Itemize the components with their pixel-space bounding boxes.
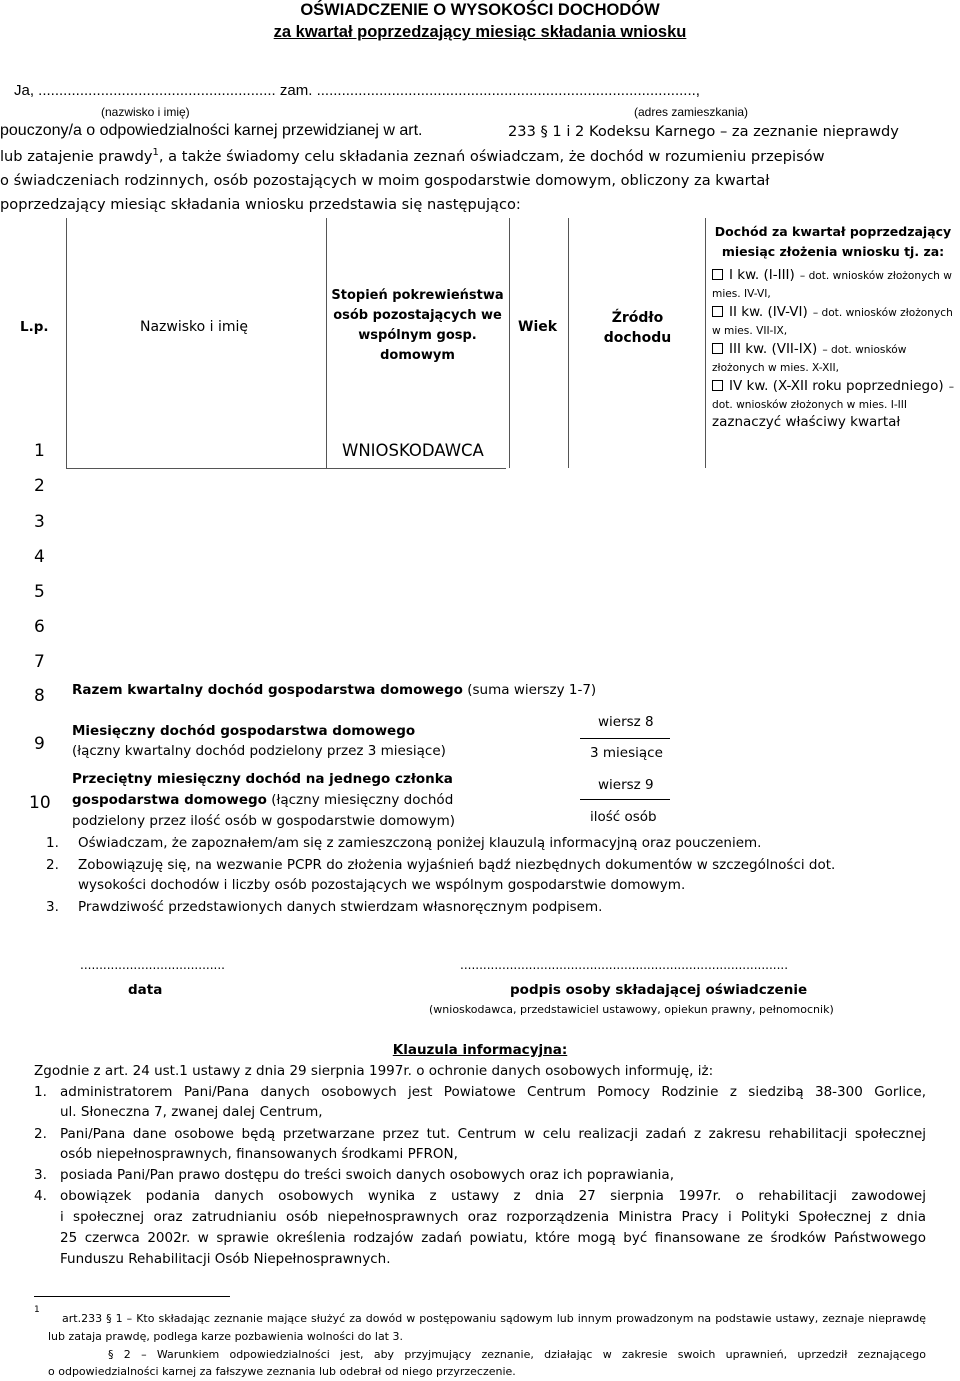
statement-2-num: 2.	[46, 857, 59, 873]
clause-item-2-num: 2.	[34, 1126, 47, 1142]
quarter-option-4[interactable]: IV kw. (X-XII roku poprzedniego) – dot. wniosków złożonych w mies. I-III	[712, 378, 955, 411]
document-title: OŚWIADCZENIE O WYSOKOŚCI DOCHODÓW	[300, 1, 660, 19]
header-source: Źródło dochodu	[603, 310, 672, 346]
statement-3: Prawdziwość przedstawionych danych stwierdzam własnoręcznym podpisem.	[78, 899, 603, 915]
checkbox-icon[interactable]	[712, 306, 723, 317]
header-lp: L.p.	[20, 319, 49, 335]
signature-field[interactable]: ......................................................................................	[460, 958, 789, 972]
clause-item-2-line-2: osób niepełnosprawnych, finansowanych środkami PFRON,	[60, 1146, 458, 1162]
header-age: Wiek	[518, 319, 558, 335]
row8-text: Razem kwartalny dochód gospodarstwa domowego (suma wierszy 1-7)	[72, 682, 597, 698]
quarter-footer: zaznaczyć właściwy kwartał	[712, 414, 901, 430]
clause-item-4-line-3: 25 czerwca 2002r. w sprawie określenia rodzajów zadań powiatu, które mogą być finansowane ze środków Państwowego	[60, 1230, 926, 1246]
footnote-mark: 1	[34, 1305, 40, 1315]
clause-item-3-num: 3.	[34, 1167, 47, 1183]
statement-1: Oświadczam, że zapoznałem/am się z zamieszczoną poniżej klauzulą informacyjną oraz pouczeniem.	[78, 835, 762, 851]
row10-denominator: ilość osób	[590, 809, 657, 825]
intro-line-3: o świadczeniach rodzinnych, osób pozostających w moim gospodarstwie domowym, obliczony za kwartał	[0, 172, 770, 189]
row9-denominator: 3 miesiące	[590, 745, 663, 761]
col-divider-1	[66, 218, 67, 468]
checkbox-icon[interactable]	[712, 380, 723, 391]
quarter-option-2[interactable]: II kw. (IV-VI) – dot. wniosków złożonych w mies. VII-IX,	[712, 304, 953, 337]
clause-title: Klauzula informacyjna:	[392, 1042, 568, 1058]
clause-item-4-line-4: Funduszu Rehabilitacji Osób Niepełnosprawnych.	[60, 1251, 391, 1267]
row9-text-1: Miesięczny dochód gospodarstwa domowego	[72, 723, 416, 739]
row-number-8: 8	[34, 686, 45, 706]
row-rule-1	[66, 468, 506, 469]
row-number-1: 1	[34, 441, 45, 461]
name-hint: (nazwisko i imię)	[101, 105, 190, 119]
col-divider-5	[705, 218, 706, 468]
row10-text-3: podzielony przez ilość osób w gospodarstwie domowym)	[72, 813, 456, 829]
footnote-line-1: art.233 § 1 – Kto składając zeznanie mające służyć za dowód w postępowaniu sądowym lub innym prowadzonym na podstawie ustawy, zeznaje nieprawdę	[62, 1312, 926, 1325]
row-number-4: 4	[34, 547, 45, 567]
checkbox-icon[interactable]	[712, 343, 723, 354]
date-field[interactable]: ......................................	[80, 958, 225, 972]
row-number-6: 6	[34, 617, 45, 637]
clause-item-4-line-1: obowiązek podania danych osobowych wynika z ustawy z dnia 27 sierpnia 1997r. o rehabilitacji zawodowej	[60, 1188, 926, 1204]
row-number-2: 2	[34, 476, 45, 496]
statement-2-cont: wysokości dochodów i liczby osób pozostających we wspólnym gospodarstwie domowym.	[78, 877, 686, 893]
clause-item-2-line-1: Pani/Pana dane osobowe będą przetwarzane przez tut. Centrum w celu realizacji zadań z zakresu rehabilitacji społecznej	[60, 1126, 926, 1142]
footnote-line-3: § 2 – Warunkiem odpowiedzialności jest, aby przyjmujący zeznanie, działając w zakresie swoich uprawnień, uprzedził zeznającego	[108, 1348, 926, 1361]
clause-intro: Zgodnie z art. 24 ust.1 ustawy z dnia 29 sierpnia 1997r. o ochronie danych osobowych informuję, iż:	[34, 1063, 714, 1079]
header-name: Nazwisko i imię	[140, 319, 249, 335]
clause-item-4-line-2: i społecznej oraz zatrudnianiu osób niepełnosprawnych oraz rozporządzenia Ministra Pracy i Polityki Społecznej z dnia	[60, 1209, 926, 1225]
clause-item-1-line-2: ul. Słoneczna 7, zwanej dalej Centrum,	[60, 1104, 323, 1120]
statement-1-num: 1.	[46, 835, 59, 851]
row9-numerator: wiersz 8	[598, 714, 654, 730]
row9-text-2: (łączny kwartalny dochód podzielony przez 3 miesiące)	[72, 743, 446, 759]
row-number-7: 7	[34, 652, 45, 672]
row10-text-1: Przeciętny miesięczny dochód na jednego członka	[72, 771, 453, 787]
header-relation: Stopień pokrewieństwa osób pozostających we wspólnym gosp. domowym	[331, 288, 504, 363]
col-divider-2	[326, 218, 327, 468]
document-subtitle: za kwartał poprzedzający miesiąc składania wniosku	[273, 23, 687, 41]
footnote-line-2: lub zataja prawdę, podlega karze pozbawienia wolności do lat 3.	[48, 1330, 403, 1343]
quarter-option-3[interactable]: III kw. (VII-IX) – dot. wniosków złożonych w mies. X-XII,	[712, 341, 907, 374]
row10-fraction-bar	[580, 799, 670, 800]
row10-text-2: gospodarstwa domowego (łączny miesięczny dochód	[72, 792, 454, 808]
checkbox-icon[interactable]	[712, 269, 723, 280]
statement-2: Zobowiązuję się, na wezwanie PCPR do złożenia wyjaśnień bądź niezbędnych dokumentów w szczególności dot.	[78, 857, 836, 873]
row-number-3: 3	[34, 512, 45, 532]
intro-line-1b: 233 § 1 i 2 Kodeksu Karnego – za zeznanie nieprawdy	[508, 123, 899, 140]
signature-hint: (wnioskodawca, przedstawiciel ustawowy, opiekun prawny, pełnomocnik)	[429, 1003, 834, 1016]
row-relation-1: WNIOSKODAWCA	[342, 441, 484, 460]
row-number-9: 9	[34, 734, 45, 754]
row-number-10: 10	[29, 793, 51, 813]
quarter-title: Dochód za kwartał poprzedzający miesiąc złożenia wniosku tj. za:	[714, 224, 952, 259]
clause-item-3-line-1: posiada Pani/Pan prawo dostępu do treści swoich danych osobowych oraz ich poprawiania,	[60, 1167, 674, 1183]
quarter-option-1[interactable]: I kw. (I-III) – dot. wniosków złożonych w mies. IV-VI,	[712, 267, 952, 300]
signature-label: podpis osoby składającej oświadczenie	[510, 982, 808, 998]
footnote-line-4: o odpowiedzialności karnej za fałszywe zeznania lub odebrał od niego przyrzeczenie.	[48, 1365, 516, 1378]
clause-item-1-num: 1.	[34, 1084, 47, 1100]
clause-item-1-line-1: administratorem Pani/Pana danych osobowych jest Powiatowe Centrum Pomocy Rodzinie z siedzibą 38-300 Gorlice,	[60, 1084, 926, 1100]
footnote-separator	[34, 1296, 230, 1297]
address-hint: (adres zamieszkania)	[634, 105, 749, 119]
row-number-5: 5	[34, 582, 45, 602]
intro-line-1a: pouczony/a o odpowiedzialności karnej przewidzianej w art.	[0, 122, 423, 139]
row10-numerator: wiersz 9	[598, 777, 654, 793]
intro-line-2: lub zatajenie prawdy$^1$, a także świadomy celu składania zeznań oświadczam, że dochód w rozumieniu przepisów	[0, 147, 825, 165]
row9-fraction-bar	[580, 738, 670, 739]
col-divider-4	[568, 218, 569, 468]
statement-3-num: 3.	[46, 899, 59, 915]
col-divider-3	[509, 218, 510, 468]
clause-item-4-num: 4.	[34, 1188, 47, 1204]
date-label: data	[128, 982, 163, 998]
intro-line-4: poprzedzający miesiąc składania wniosku przedstawia się następująco:	[0, 196, 521, 213]
declarant-line: Ja, ......................................................... zam. ...........................................................................................,	[14, 82, 700, 99]
